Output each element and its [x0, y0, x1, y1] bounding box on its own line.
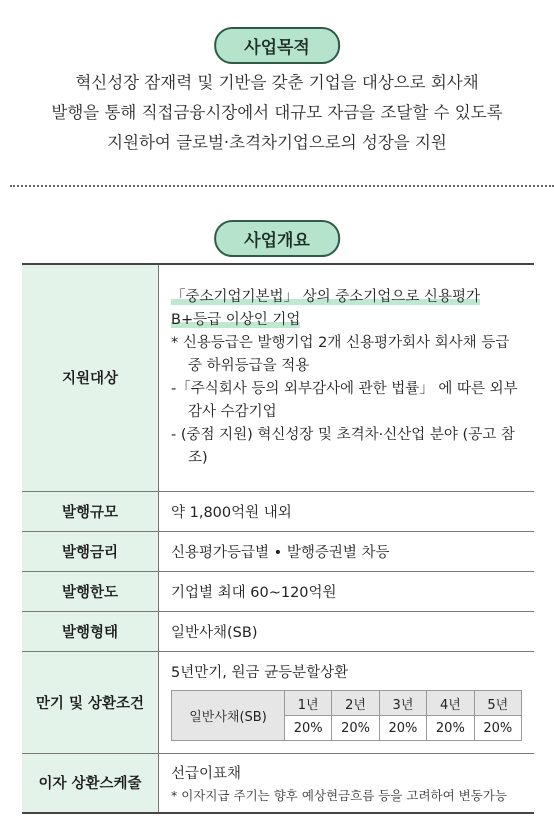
limit-label: 발행한도	[22, 571, 159, 611]
row-rate	[22, 531, 534, 571]
overview-title: 사업개요	[214, 220, 340, 257]
target-note-1: * 신용등급은 발행기업 2개 신용평가회사 회사채 등급 중 하위등급을 적용	[171, 334, 510, 374]
interest-text: 선급이표채	[171, 765, 242, 782]
row-scale	[22, 491, 534, 531]
purpose-line-3: 지원하여 글로벌·초격차기업으로의 성장을 지원	[107, 133, 447, 152]
repayment-schedule-table	[171, 690, 522, 741]
rate-cell: 20%	[427, 716, 474, 741]
row-interest	[22, 753, 534, 813]
target-value	[159, 264, 535, 491]
maturity-label: 만기 및 상환조건	[22, 651, 159, 753]
target-highlight-1: 「중소기업기본법」 상의 중소기업으로 신용평가	[171, 288, 480, 305]
row-maturity	[22, 651, 534, 753]
rate-cell: 20%	[379, 716, 426, 741]
row-type	[22, 611, 534, 651]
year-cell: 2년	[332, 691, 379, 716]
rate-label: 발행금리	[22, 531, 159, 571]
type-label: 발행형태	[22, 611, 159, 651]
scale-value: 약 1,800억원 내외	[159, 491, 535, 531]
target-label: 지원대상	[22, 264, 159, 491]
interest-label: 이자 상환스케줄	[22, 753, 159, 813]
maturity-text: 5년만기, 원금 균등분할상환	[171, 665, 349, 681]
dotted-divider	[10, 185, 554, 187]
year-cell: 3년	[379, 691, 426, 716]
year-cell: 1년	[285, 691, 332, 716]
purpose-title: 사업목적	[214, 27, 340, 64]
purpose-line-2: 발행을 통해 직접금융시장에서 대규모 자금을 조달할 수 있도록	[51, 103, 503, 122]
repayment-table-label: 일반사채(SB)	[172, 691, 285, 741]
target-note-3: - (중점 지원) 혁신성장 및 초격차·신산업 분야 (공고 참조)	[171, 426, 515, 466]
year-cell: 5년	[474, 691, 521, 716]
purpose-text	[0, 68, 554, 158]
target-highlight-2: B+등급 이상인 기업	[171, 311, 301, 328]
rate-cell: 20%	[285, 716, 332, 741]
rate-cell: 20%	[332, 716, 379, 741]
repayment-years-row	[172, 691, 522, 716]
row-limit	[22, 571, 534, 611]
scale-label: 발행규모	[22, 491, 159, 531]
overview-table	[22, 263, 534, 814]
rate-cell: 20%	[474, 716, 521, 741]
type-value: 일반사채(SB)	[159, 611, 535, 651]
row-target	[22, 264, 534, 491]
interest-value	[159, 753, 535, 813]
rate-value: 신용평가등급별 • 발행증권별 차등	[159, 531, 535, 571]
interest-note: * 이자지급 주기는 향후 예상현금흐름 등을 고려하여 변동가능	[171, 787, 507, 803]
maturity-value	[159, 651, 535, 753]
limit-value: 기업별 최대 60~120억원	[159, 571, 535, 611]
target-note-2: -「주식회사 등의 외부감사에 관한 법률」 에 따른 외부감사 수감기업	[171, 380, 518, 420]
year-cell: 4년	[427, 691, 474, 716]
purpose-line-1: 혁신성장 잠재력 및 기반을 갖춘 기업을 대상으로 회사채	[75, 73, 479, 92]
